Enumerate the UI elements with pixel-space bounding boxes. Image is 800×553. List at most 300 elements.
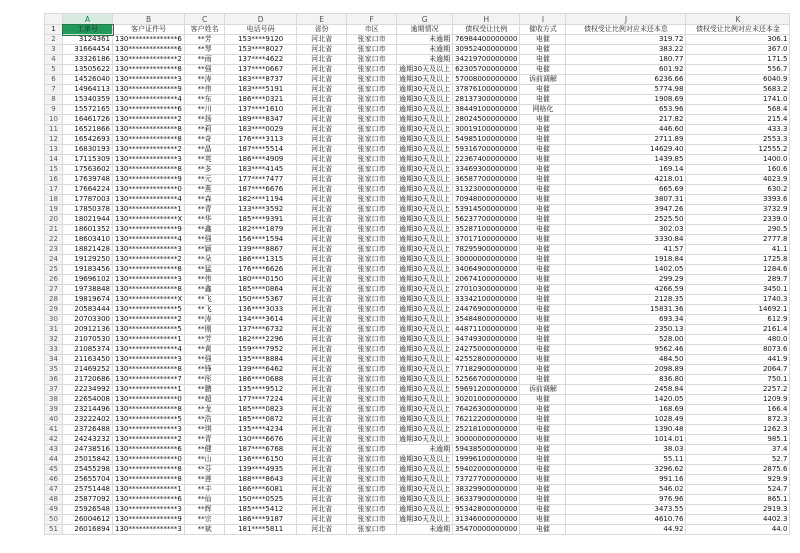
table-cell[interactable]: 130**************3: [113, 505, 185, 515]
table-cell[interactable]: 电催: [520, 285, 566, 295]
table-cell[interactable]: 河北省: [297, 295, 347, 305]
header-cell-city[interactable]: 市区: [347, 25, 397, 35]
table-cell[interactable]: 1402.05: [566, 265, 686, 275]
table-cell[interactable]: 31346000000000: [453, 515, 520, 525]
table-cell[interactable]: 130**************8: [113, 465, 185, 475]
table-cell[interactable]: 17664224: [63, 185, 113, 195]
table-cell[interactable]: 189****8347: [225, 115, 297, 125]
table-cell[interactable]: 14526040: [63, 75, 113, 85]
table-cell[interactable]: 130**************8: [113, 165, 185, 175]
table-cell[interactable]: 302.03: [566, 225, 686, 235]
row-number[interactable]: 37: [45, 385, 63, 395]
table-cell[interactable]: 37017100000000: [453, 235, 520, 245]
table-cell[interactable]: **山: [185, 455, 225, 465]
table-cell[interactable]: 河北省: [297, 245, 347, 255]
table-cell[interactable]: 130**************8: [113, 365, 185, 375]
table-cell[interactable]: 133****3592: [225, 205, 297, 215]
row-number[interactable]: 11: [45, 125, 63, 135]
table-cell[interactable]: 1014.01: [566, 435, 686, 445]
table-cell[interactable]: 河北省: [297, 35, 347, 45]
table-cell[interactable]: 23222402: [63, 415, 113, 425]
table-cell[interactable]: 130**************0: [113, 185, 185, 195]
table-cell[interactable]: 130**************8: [113, 135, 185, 145]
table-cell[interactable]: 130**************5: [113, 325, 185, 335]
table-cell[interactable]: 22367400000000: [453, 155, 520, 165]
table-cell[interactable]: 电催: [520, 45, 566, 55]
row-number[interactable]: 5: [45, 65, 63, 75]
table-cell[interactable]: 38329900000000: [453, 485, 520, 495]
table-cell[interactable]: 逾期30天及以上: [397, 475, 453, 485]
table-cell[interactable]: 137****1610: [225, 105, 297, 115]
table-cell[interactable]: 电催: [520, 115, 566, 125]
table-cell[interactable]: 张家口市: [347, 425, 397, 435]
table-cell[interactable]: **森: [185, 195, 225, 205]
table-cell[interactable]: 河北省: [297, 65, 347, 75]
table-cell[interactable]: 137****0667: [225, 65, 297, 75]
table-cell[interactable]: 张家口市: [347, 255, 397, 265]
corner-cell[interactable]: [45, 14, 63, 25]
table-cell[interactable]: 逾期30天及以上: [397, 515, 453, 525]
row-number[interactable]: 47: [45, 485, 63, 495]
table-cell[interactable]: 逾期30天及以上: [397, 245, 453, 255]
table-cell[interactable]: 186****4909: [225, 155, 297, 165]
row-number[interactable]: 26: [45, 275, 63, 285]
table-cell[interactable]: 546.02: [566, 485, 686, 495]
table-cell[interactable]: 130**************3: [113, 355, 185, 365]
table-cell[interactable]: 20703300: [63, 315, 113, 325]
table-cell[interactable]: 991.16: [566, 475, 686, 485]
table-cell[interactable]: 河北省: [297, 335, 347, 345]
table-cell[interactable]: 17563602: [63, 165, 113, 175]
table-cell[interactable]: 156****1594: [225, 235, 297, 245]
table-cell[interactable]: 985.1: [686, 435, 790, 445]
table-cell[interactable]: 54985100000000: [453, 135, 520, 145]
table-cell[interactable]: 河北省: [297, 375, 347, 385]
table-cell[interactable]: 逾期30天及以上: [397, 345, 453, 355]
table-cell[interactable]: 130**************0: [113, 395, 185, 405]
table-cell[interactable]: 13505622: [63, 65, 113, 75]
table-cell[interactable]: 3330.84: [566, 235, 686, 245]
table-cell[interactable]: 电催: [520, 245, 566, 255]
column-header-g[interactable]: G: [397, 14, 453, 25]
table-cell[interactable]: 25926548: [63, 505, 113, 515]
table-cell[interactable]: 130**************1: [113, 385, 185, 395]
table-cell[interactable]: 59316700000000: [453, 145, 520, 155]
table-cell[interactable]: **芳: [185, 335, 225, 345]
table-cell[interactable]: 6236.66: [566, 75, 686, 85]
table-cell[interactable]: 2919.3: [686, 505, 790, 515]
row-number[interactable]: 41: [45, 425, 63, 435]
row-number[interactable]: 33: [45, 345, 63, 355]
table-cell[interactable]: 30000000000000: [453, 255, 520, 265]
table-cell[interactable]: 张家口市: [347, 285, 397, 295]
table-cell[interactable]: 电催: [520, 205, 566, 215]
table-cell[interactable]: 逾期30天及以上: [397, 195, 453, 205]
table-cell[interactable]: 484.50: [566, 355, 686, 365]
table-cell[interactable]: 逾期30天及以上: [397, 215, 453, 225]
table-cell[interactable]: 逾期30天及以上: [397, 355, 453, 365]
table-cell[interactable]: 张家口市: [347, 235, 397, 245]
table-cell[interactable]: 1741.0: [686, 95, 790, 105]
table-cell[interactable]: 42552800000000: [453, 355, 520, 365]
table-cell[interactable]: 逾期30天及以上: [397, 85, 453, 95]
row-number[interactable]: 32: [45, 335, 63, 345]
table-cell[interactable]: 187****6768: [225, 445, 297, 455]
table-cell[interactable]: 河北省: [297, 185, 347, 195]
table-cell[interactable]: 30952400000000: [453, 45, 520, 55]
table-cell[interactable]: **涛: [185, 75, 225, 85]
table-cell[interactable]: **莲: [185, 475, 225, 485]
table-cell[interactable]: 21085374: [63, 345, 113, 355]
table-cell[interactable]: **奇: [185, 135, 225, 145]
table-cell[interactable]: 130**************3: [113, 525, 185, 535]
table-cell[interactable]: 186****0321: [225, 95, 297, 105]
table-cell[interactable]: 150****5367: [225, 295, 297, 305]
table-cell[interactable]: **青: [185, 435, 225, 445]
table-cell[interactable]: 2458.84: [566, 385, 686, 395]
table-cell[interactable]: 逾期30天及以上: [397, 335, 453, 345]
table-cell[interactable]: 逾期30天及以上: [397, 225, 453, 235]
table-cell[interactable]: 张家口市: [347, 475, 397, 485]
row-number[interactable]: 2: [45, 35, 63, 45]
table-cell[interactable]: 张家口市: [347, 375, 397, 385]
table-cell[interactable]: 电催: [520, 255, 566, 265]
table-cell[interactable]: 601.92: [566, 65, 686, 75]
table-cell[interactable]: 62305700000000: [453, 65, 520, 75]
table-cell[interactable]: 187****6676: [225, 185, 297, 195]
table-cell[interactable]: 张家口市: [347, 465, 397, 475]
table-cell[interactable]: 176****6626: [225, 265, 297, 275]
table-cell[interactable]: 23214496: [63, 405, 113, 415]
table-cell[interactable]: 河北省: [297, 145, 347, 155]
table-cell[interactable]: 182****1879: [225, 225, 297, 235]
table-cell[interactable]: 130****6676: [225, 435, 297, 445]
table-cell[interactable]: **元: [185, 175, 225, 185]
table-cell[interactable]: **飞: [185, 305, 225, 315]
table-cell[interactable]: **健: [185, 445, 225, 455]
table-cell[interactable]: 电催: [520, 275, 566, 285]
table-cell[interactable]: 976.96: [566, 495, 686, 505]
table-cell[interactable]: 张家口市: [347, 195, 397, 205]
table-cell[interactable]: 4218.01: [566, 175, 686, 185]
table-cell[interactable]: 16830193: [63, 145, 113, 155]
table-cell[interactable]: 59691200000000: [453, 385, 520, 395]
table-cell[interactable]: 电催: [520, 85, 566, 95]
table-cell[interactable]: 22234992: [63, 385, 113, 395]
row-number[interactable]: 29: [45, 305, 63, 315]
table-cell[interactable]: 57008000000000: [453, 75, 520, 85]
table-cell[interactable]: 3296.62: [566, 465, 686, 475]
table-cell[interactable]: 76212200000000: [453, 415, 520, 425]
row-number[interactable]: 39: [45, 405, 63, 415]
table-cell[interactable]: 逾期30天及以上: [397, 95, 453, 105]
table-cell[interactable]: 653.96: [566, 105, 686, 115]
table-cell[interactable]: 河北省: [297, 465, 347, 475]
table-cell[interactable]: 37876100000000: [453, 85, 520, 95]
table-cell[interactable]: **强: [185, 355, 225, 365]
table-cell[interactable]: 612.9: [686, 315, 790, 325]
table-cell[interactable]: 河北省: [297, 275, 347, 285]
table-cell[interactable]: 6040.9: [686, 75, 790, 85]
table-cell[interactable]: 逾期30天及以上: [397, 105, 453, 115]
table-cell[interactable]: 9562.46: [566, 345, 686, 355]
header-cell-phone[interactable]: 电话号码: [225, 25, 297, 35]
table-cell[interactable]: 37.4: [686, 445, 790, 455]
table-cell[interactable]: 139****4935: [225, 465, 297, 475]
table-cell[interactable]: 19819674: [63, 295, 113, 305]
table-cell[interactable]: 130**************3: [113, 275, 185, 285]
table-cell[interactable]: 电催: [520, 525, 566, 535]
table-cell[interactable]: 34219700000000: [453, 55, 520, 65]
table-cell[interactable]: 130**************2: [113, 435, 185, 445]
table-cell[interactable]: 31664454: [63, 45, 113, 55]
table-cell[interactable]: 130**************9: [113, 515, 185, 525]
table-cell[interactable]: 电催: [520, 95, 566, 105]
table-cell[interactable]: 18021944: [63, 215, 113, 225]
table-cell[interactable]: 14692.1: [686, 305, 790, 315]
table-cell[interactable]: 河北省: [297, 485, 347, 495]
table-cell[interactable]: 139****8867: [225, 245, 297, 255]
table-cell[interactable]: 665.69: [566, 185, 686, 195]
column-header-d[interactable]: D: [225, 14, 297, 25]
table-cell[interactable]: 电催: [520, 315, 566, 325]
table-cell[interactable]: 河北省: [297, 95, 347, 105]
table-cell[interactable]: 3124361: [63, 35, 113, 45]
table-cell[interactable]: 20674100000000: [453, 275, 520, 285]
table-cell[interactable]: 河北省: [297, 455, 347, 465]
table-cell[interactable]: 865.1: [686, 495, 790, 505]
table-cell[interactable]: 76984400000000: [453, 35, 520, 45]
table-cell[interactable]: 168.69: [566, 405, 686, 415]
table-cell[interactable]: 78295900000000: [453, 245, 520, 255]
table-cell[interactable]: 130**************9: [113, 175, 185, 185]
table-cell[interactable]: 130**************6: [113, 45, 185, 55]
row-number[interactable]: 51: [45, 525, 63, 535]
table-cell[interactable]: 电催: [520, 55, 566, 65]
table-cell[interactable]: 张家口市: [347, 275, 397, 285]
table-cell[interactable]: 139****6462: [225, 365, 297, 375]
table-cell[interactable]: 17787003: [63, 195, 113, 205]
header-cell-principal-interest[interactable]: 债权受让比例对应未还本息: [566, 25, 686, 35]
table-cell[interactable]: 逾期30天及以上: [397, 185, 453, 195]
table-cell[interactable]: **仙: [185, 495, 225, 505]
column-header-j[interactable]: J: [566, 14, 686, 25]
table-cell[interactable]: 逾期30天及以上: [397, 145, 453, 155]
table-cell[interactable]: 130**************4: [113, 235, 185, 245]
table-cell[interactable]: 28024500000000: [453, 115, 520, 125]
table-cell[interactable]: 21163450: [63, 355, 113, 365]
table-cell[interactable]: **芳: [185, 35, 225, 45]
table-cell[interactable]: 河北省: [297, 525, 347, 535]
table-cell[interactable]: 289.7: [686, 275, 790, 285]
table-cell[interactable]: **琴: [185, 45, 225, 55]
table-cell[interactable]: 张家口市: [347, 95, 397, 105]
table-cell[interactable]: 电催: [520, 355, 566, 365]
row-number[interactable]: 50: [45, 515, 63, 525]
table-cell[interactable]: 张家口市: [347, 315, 397, 325]
table-cell[interactable]: 136****3033: [225, 305, 297, 315]
header-cell-ratio[interactable]: 债权受让比例: [453, 25, 520, 35]
table-cell[interactable]: 电催: [520, 145, 566, 155]
table-cell[interactable]: 未逾期: [397, 35, 453, 45]
table-cell[interactable]: 3473.55: [566, 505, 686, 515]
table-cell[interactable]: 张家口市: [347, 405, 397, 415]
table-cell[interactable]: 2161.4: [686, 325, 790, 335]
table-cell[interactable]: 153****9120: [225, 35, 297, 45]
table-cell[interactable]: 诉前调解: [520, 75, 566, 85]
table-cell[interactable]: 20912136: [63, 325, 113, 335]
table-cell[interactable]: 44.0: [686, 525, 790, 535]
table-cell[interactable]: 130**************0: [113, 455, 185, 465]
table-cell[interactable]: 未逾期: [397, 445, 453, 455]
row-number[interactable]: 16: [45, 175, 63, 185]
table-cell[interactable]: 130**************3: [113, 155, 185, 165]
table-cell[interactable]: 河北省: [297, 205, 347, 215]
table-cell[interactable]: 25655704: [63, 475, 113, 485]
row-number[interactable]: 48: [45, 495, 63, 505]
table-cell[interactable]: 130**************3: [113, 245, 185, 255]
table-cell[interactable]: 433.3: [686, 125, 790, 135]
table-cell[interactable]: 逾期30天及以上: [397, 495, 453, 505]
table-cell[interactable]: 张家口市: [347, 435, 397, 445]
table-cell[interactable]: 诉前调解: [520, 385, 566, 395]
column-header-f[interactable]: F: [347, 14, 397, 25]
row-number[interactable]: 40: [45, 415, 63, 425]
row-number[interactable]: 35: [45, 365, 63, 375]
table-cell[interactable]: 30000000000000: [453, 435, 520, 445]
table-cell[interactable]: 张家口市: [347, 495, 397, 505]
table-cell[interactable]: 130**************6: [113, 445, 185, 455]
table-cell[interactable]: 95342800000000: [453, 505, 520, 515]
table-cell[interactable]: 176****3113: [225, 135, 297, 145]
table-cell[interactable]: 河北省: [297, 155, 347, 165]
table-cell[interactable]: 4266.59: [566, 285, 686, 295]
table-cell[interactable]: 41.1: [686, 245, 790, 255]
column-header-h[interactable]: H: [453, 14, 520, 25]
table-cell[interactable]: 2257.2: [686, 385, 790, 395]
table-cell[interactable]: 逾期30天及以上: [397, 315, 453, 325]
table-cell[interactable]: 185****0823: [225, 405, 297, 415]
table-cell[interactable]: 5774.98: [566, 85, 686, 95]
row-number[interactable]: 31: [45, 325, 63, 335]
table-cell[interactable]: 逾期30天及以上: [397, 205, 453, 215]
table-cell[interactable]: 16461726: [63, 115, 113, 125]
table-cell[interactable]: 电催: [520, 345, 566, 355]
table-cell[interactable]: 河北省: [297, 395, 347, 405]
table-cell[interactable]: 张家口市: [347, 335, 397, 345]
table-cell[interactable]: 5683.2: [686, 85, 790, 95]
table-cell[interactable]: 130**************2: [113, 145, 185, 155]
table-cell[interactable]: 电催: [520, 135, 566, 145]
table-cell[interactable]: 77182900000000: [453, 365, 520, 375]
table-cell[interactable]: 186****6081: [225, 485, 297, 495]
table-cell[interactable]: 183****0029: [225, 125, 297, 135]
table-cell[interactable]: 130**************8: [113, 65, 185, 75]
table-cell[interactable]: 38.03: [566, 445, 686, 455]
table-cell[interactable]: 135****4234: [225, 425, 297, 435]
row-number[interactable]: 27: [45, 285, 63, 295]
table-cell[interactable]: 河北省: [297, 515, 347, 525]
table-cell[interactable]: 电催: [520, 375, 566, 385]
table-cell[interactable]: 186****0688: [225, 375, 297, 385]
table-cell[interactable]: 16542693: [63, 135, 113, 145]
table-cell[interactable]: 135****9512: [225, 385, 297, 395]
table-cell[interactable]: 逾期30天及以上: [397, 305, 453, 315]
table-cell[interactable]: 未逾期: [397, 45, 453, 55]
row-number[interactable]: 17: [45, 185, 63, 195]
table-cell[interactable]: **飞: [185, 295, 225, 305]
table-cell[interactable]: 逾期30天及以上: [397, 255, 453, 265]
table-cell[interactable]: 53914500000000: [453, 205, 520, 215]
table-cell[interactable]: 2711.89: [566, 135, 686, 145]
table-cell[interactable]: 44871100000000: [453, 325, 520, 335]
table-cell[interactable]: 河北省: [297, 475, 347, 485]
table-cell[interactable]: 130**************X: [113, 215, 185, 225]
table-cell[interactable]: 15340359: [63, 95, 113, 105]
table-cell[interactable]: 169.14: [566, 165, 686, 175]
table-cell[interactable]: 河北省: [297, 45, 347, 55]
table-cell[interactable]: 21469252: [63, 365, 113, 375]
table-cell[interactable]: 逾期30天及以上: [397, 115, 453, 125]
table-cell[interactable]: 186****9187: [225, 515, 297, 525]
row-number[interactable]: 3: [45, 45, 63, 55]
table-cell[interactable]: **伟: [185, 85, 225, 95]
table-cell[interactable]: **英: [185, 155, 225, 165]
table-cell[interactable]: 张家口市: [347, 385, 397, 395]
table-cell[interactable]: 张家口市: [347, 75, 397, 85]
table-cell[interactable]: 12555.2: [686, 145, 790, 155]
table-cell[interactable]: 306.1: [686, 35, 790, 45]
table-cell[interactable]: 2350.13: [566, 325, 686, 335]
table-cell[interactable]: 张家口市: [347, 515, 397, 525]
table-cell[interactable]: 电催: [520, 335, 566, 345]
table-cell[interactable]: 180****0150: [225, 275, 297, 285]
table-cell[interactable]: 185****5412: [225, 505, 297, 515]
table-cell[interactable]: **猛: [185, 265, 225, 275]
table-cell[interactable]: 河北省: [297, 285, 347, 295]
row-number[interactable]: 22: [45, 235, 63, 245]
table-cell[interactable]: 130**************4: [113, 95, 185, 105]
table-cell[interactable]: 22654008: [63, 395, 113, 405]
table-cell[interactable]: 299.29: [566, 275, 686, 285]
table-cell[interactable]: 19996100000000: [453, 455, 520, 465]
table-cell[interactable]: 河北省: [297, 345, 347, 355]
table-cell[interactable]: 河北省: [297, 495, 347, 505]
table-cell[interactable]: **多: [185, 165, 225, 175]
table-cell[interactable]: 35484800000000: [453, 315, 520, 325]
table-cell[interactable]: 19738848: [63, 285, 113, 295]
table-cell[interactable]: 河北省: [297, 85, 347, 95]
table-cell[interactable]: 河北省: [297, 75, 347, 85]
table-cell[interactable]: 电催: [520, 305, 566, 315]
table-cell[interactable]: 52566700000000: [453, 375, 520, 385]
table-cell[interactable]: 872.3: [686, 415, 790, 425]
column-header-i[interactable]: I: [520, 14, 566, 25]
column-header-c[interactable]: C: [185, 14, 225, 25]
table-cell[interactable]: 张家口市: [347, 85, 397, 95]
table-cell[interactable]: 逾期30天及以上: [397, 325, 453, 335]
table-cell[interactable]: **锋: [185, 365, 225, 375]
table-cell[interactable]: 630.2: [686, 185, 790, 195]
table-cell[interactable]: 1390.48: [566, 425, 686, 435]
table-cell[interactable]: 215.4: [686, 115, 790, 125]
table-cell[interactable]: **伟: [185, 275, 225, 285]
table-cell[interactable]: 张家口市: [347, 485, 397, 495]
table-cell[interactable]: 张家口市: [347, 55, 397, 65]
table-cell[interactable]: 河北省: [297, 225, 347, 235]
table-cell[interactable]: 张家口市: [347, 355, 397, 365]
table-cell[interactable]: 367.0: [686, 45, 790, 55]
